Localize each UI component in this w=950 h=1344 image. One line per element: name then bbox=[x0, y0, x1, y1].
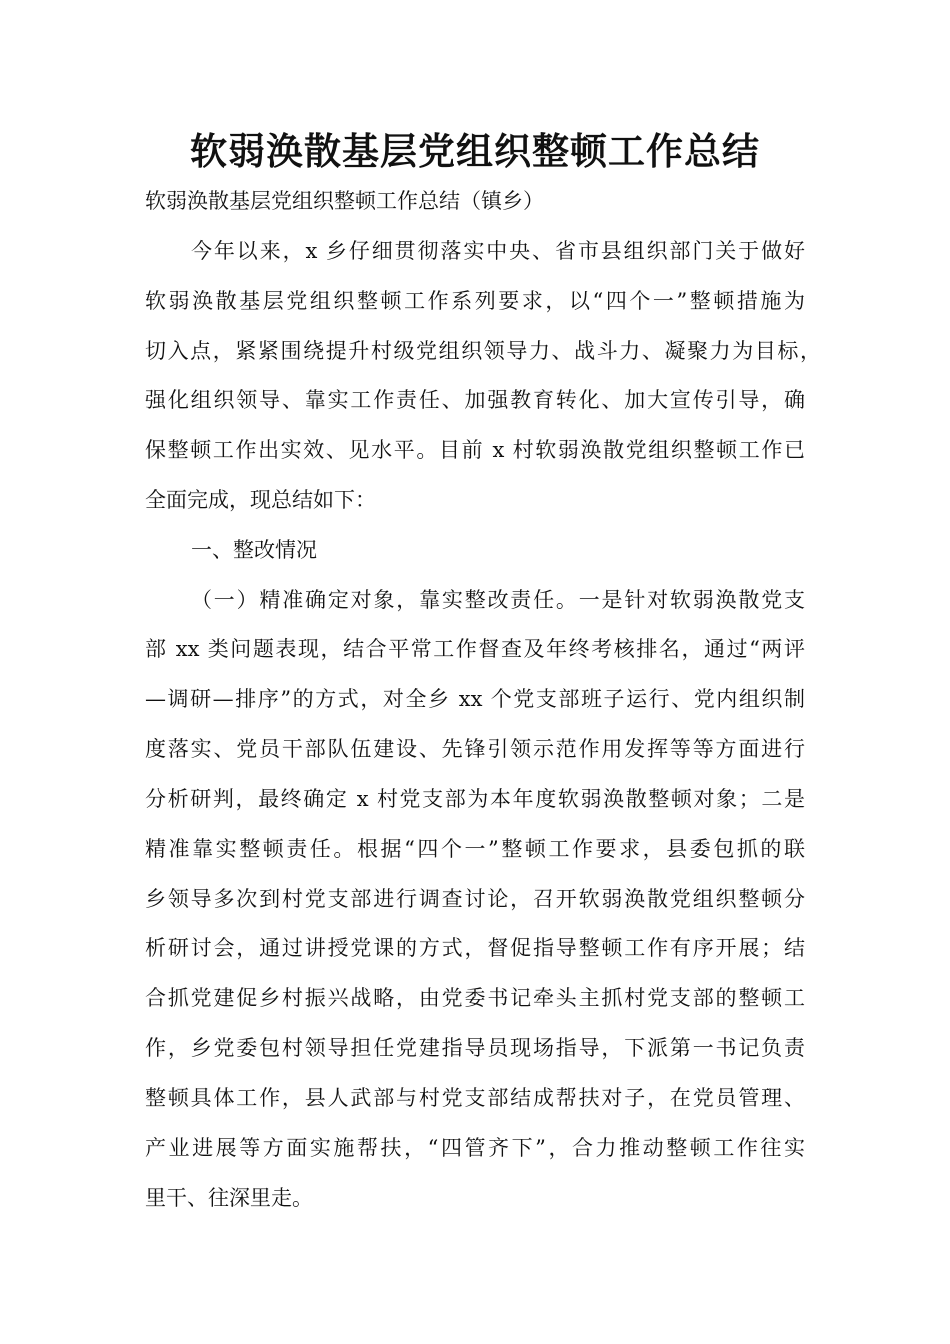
paragraph-line: 产业进展等方面实施帮扶，“四管齐下”，合力推动整顿工作往实 bbox=[145, 1136, 805, 1160]
paragraph-line: 今年以来，x 乡仔细贯彻落实中央、省市县组织部门关于做好 bbox=[191, 239, 805, 263]
paragraph-line: 切入点，紧紧围绕提升村级党组织领导力、战斗力、凝聚力为目标， bbox=[145, 339, 821, 363]
paragraph-line: 分析研判，最终确定 x 村党支部为本年度软弱涣散整顿对象；二是 bbox=[145, 787, 805, 811]
document-subtitle: 软弱涣散基层党组织整顿工作总结（镇乡） bbox=[145, 189, 544, 213]
paragraph-line: 作，乡党委包村领导担任党建指导员现场指导，下派第一书记负责 bbox=[145, 1036, 805, 1060]
paragraph-line: 度落实、党员干部队伍建设、先锋引领示范作用发挥等等方面进行 bbox=[145, 737, 805, 761]
paragraph-line: 保整顿工作出实效、见水平。目前 x 村软弱涣散党组织整顿工作已 bbox=[145, 438, 805, 462]
document-title: 软弱涣散基层党组织整顿工作总结 bbox=[190, 130, 760, 173]
section-heading: 一、整改情况 bbox=[191, 538, 317, 562]
paragraph-line: 全面完成，现总结如下： bbox=[145, 488, 376, 512]
paragraph-line: 里干、往深里走。 bbox=[145, 1186, 313, 1210]
paragraph-line: （一）精准确定对象，靠实整改责任。一是针对软弱涣散党支 bbox=[191, 588, 805, 612]
paragraph-line: 精准靠实整顿责任。根据“四个一”整顿工作要求，县委包抓的联 bbox=[145, 837, 805, 861]
paragraph-line: 合抓党建促乡村振兴战略，由党委书记牵头主抓村党支部的整顿工 bbox=[145, 986, 805, 1010]
paragraph-line: 整顿具体工作，县人武部与村党支部结成帮扶对子，在党员管理、 bbox=[145, 1086, 805, 1110]
paragraph-line: 强化组织领导、靠实工作责任、加强教育转化、加大宣传引导，确 bbox=[145, 388, 805, 412]
paragraph-line: 软弱涣散基层党组织整顿工作系列要求，以“四个一”整顿措施为 bbox=[145, 289, 805, 313]
paragraph-line: —调研—排序”的方式，对全乡 xx 个党支部班子运行、党内组织制 bbox=[145, 687, 805, 711]
paragraph-line: 部 xx 类问题表现，结合平常工作督查及年终考核排名，通过“两评 bbox=[145, 637, 805, 661]
paragraph-line: 乡领导多次到村党支部进行调查讨论，召开软弱涣散党组织整顿分 bbox=[145, 887, 805, 911]
paragraph-line: 析研讨会，通过讲授党课的方式，督促指导整顿工作有序开展；结 bbox=[145, 936, 805, 960]
